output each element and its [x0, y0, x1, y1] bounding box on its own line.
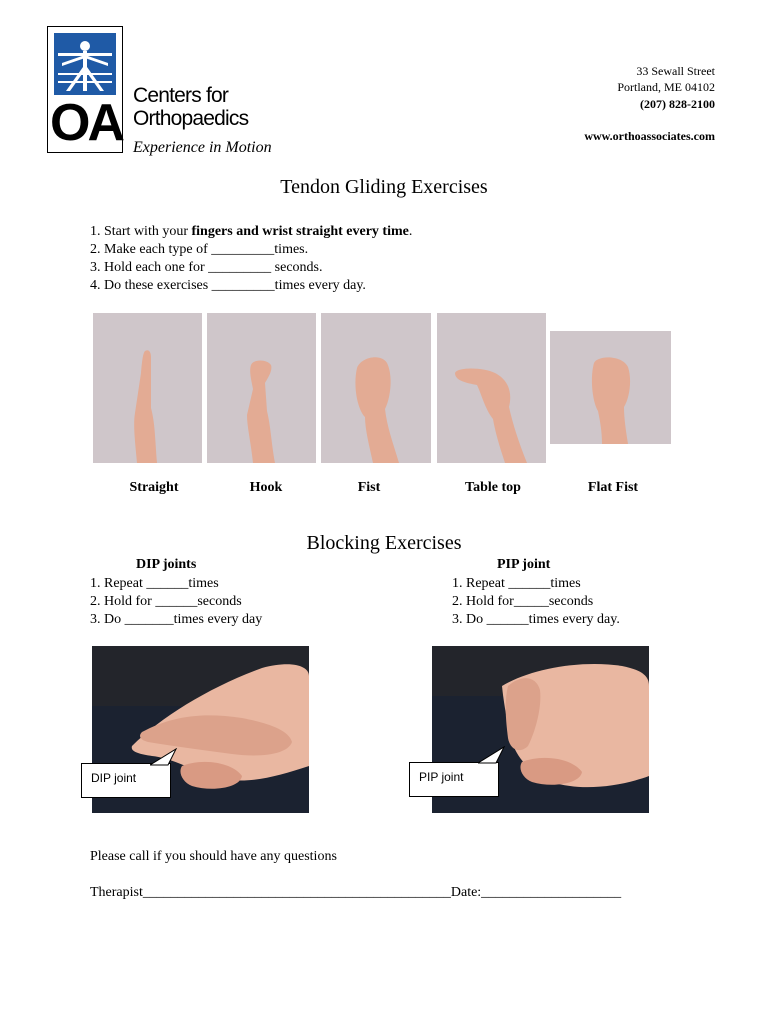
pip-joint-callout: PIP joint	[409, 762, 499, 797]
caption-hook: Hook	[249, 480, 283, 495]
caption-fist: Fist	[357, 480, 381, 495]
therapist-date-line[interactable]: Therapist____________________________________________Date:____________________	[90, 885, 622, 900]
pip-heading: PIP joint	[497, 557, 551, 572]
dip-callout-pointer	[150, 748, 180, 766]
instruction-step-3: 3. Hold each one for _________ seconds.	[90, 260, 323, 275]
dip-heading: DIP joints	[136, 557, 197, 572]
step-1-bold: fingers and wrist straight every time	[191, 224, 409, 239]
phone-number: (207) 828-2100	[640, 97, 715, 111]
dip-line-2: 2. Hold for ______seconds	[90, 594, 242, 609]
logo	[47, 26, 123, 153]
pip-line-1: 1. Repeat ______times	[452, 576, 581, 591]
photo-flat-fist	[550, 331, 671, 444]
dip-joint-callout: DIP joint	[81, 763, 171, 798]
dip-line-1: 1. Repeat ______times	[90, 576, 219, 591]
section-title-blocking: Blocking Exercises	[306, 532, 462, 554]
logo-tagline: Experience in Motion	[133, 139, 272, 156]
photo-straight	[93, 313, 202, 463]
address-city: Portland, ME 04102	[617, 80, 715, 94]
photo-table-top	[437, 313, 546, 463]
step-1-suffix: .	[408, 224, 413, 239]
website-link[interactable]: www.orthoassociates.com	[584, 129, 715, 143]
instruction-step-4: 4. Do these exercises _________times every day.	[90, 278, 366, 293]
instruction-step-1	[90, 223, 412, 241]
pip-callout-pointer	[478, 746, 508, 764]
logo-name-line1: Centers for	[133, 84, 229, 107]
photo-hook	[207, 313, 316, 463]
questions-note: Please call if you should have any questions	[90, 849, 337, 864]
logo-name-line2: Orthopaedics	[133, 107, 249, 130]
caption-straight: Straight	[129, 480, 179, 495]
caption-flat-fist: Flat Fist	[587, 480, 639, 495]
logo-oa: OA	[50, 94, 122, 152]
pip-line-3: 3. Do ______times every day.	[452, 612, 620, 627]
pip-line-2: 2. Hold for_____seconds	[452, 594, 594, 609]
caption-table-top: Table top	[465, 480, 521, 495]
page-title: Tendon Gliding Exercises	[280, 176, 488, 198]
photo-fist	[321, 313, 431, 463]
address-street: 33 Sewall Street	[636, 64, 715, 78]
step-1-prefix: 1. Start with your	[90, 224, 192, 239]
logo-figure-icon	[54, 33, 116, 95]
logo-name	[133, 84, 248, 130]
instruction-step-2: 2. Make each type of _________times.	[90, 242, 309, 257]
dip-line-3: 3. Do _______times every day	[90, 612, 263, 627]
